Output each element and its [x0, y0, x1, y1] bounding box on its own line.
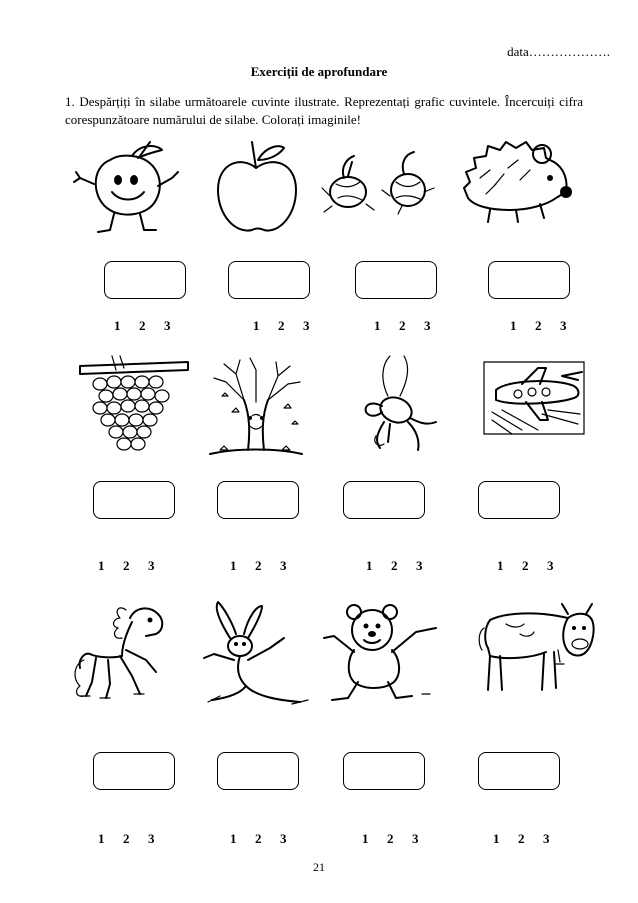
answer-box[interactable] [355, 261, 437, 299]
syllable-option[interactable]: 1 [114, 318, 121, 333]
syllable-option[interactable]: 3 [543, 831, 550, 846]
syllable-option[interactable]: 3 [416, 558, 423, 573]
syllable-option[interactable]: 2 [387, 831, 394, 846]
syllable-count-options [230, 558, 320, 574]
syllable-option[interactable]: 2 [123, 558, 130, 573]
answer-box[interactable] [343, 481, 425, 519]
answer-box[interactable] [93, 752, 175, 790]
syllable-option[interactable]: 3 [424, 318, 431, 333]
syllable-option[interactable]: 3 [164, 318, 171, 333]
syllable-option[interactable]: 2 [255, 831, 262, 846]
rabbit-icon [200, 598, 318, 712]
syllable-option[interactable]: 1 [366, 558, 373, 573]
syllable-option[interactable]: 2 [522, 558, 529, 573]
answer-box[interactable] [478, 752, 560, 790]
syllable-option[interactable]: 1 [374, 318, 381, 333]
syllable-option[interactable]: 2 [391, 558, 398, 573]
syllable-option[interactable]: 3 [280, 831, 287, 846]
answer-box[interactable] [217, 752, 299, 790]
syllable-option[interactable]: 1 [230, 558, 237, 573]
syllable-option[interactable]: 1 [98, 558, 105, 573]
answer-box[interactable] [343, 752, 425, 790]
syllable-option[interactable]: 2 [399, 318, 406, 333]
syllable-option[interactable]: 3 [560, 318, 567, 333]
exercise-instruction: 1. Despărțiți în silabe următoarele cuvinte ilustrate. Reprezentați grafic cuvintele. Încercuiți cifra corespunzătoare numărului de silabe. Colorați imaginile! [65, 94, 583, 127]
syllable-option[interactable]: 1 [510, 318, 517, 333]
syllable-count-options [497, 558, 587, 574]
hedgehog-icon [460, 138, 580, 228]
syllable-count-options [362, 831, 452, 847]
syllable-count-options [374, 318, 464, 334]
syllable-count-options [366, 558, 456, 574]
syllable-option[interactable]: 2 [255, 558, 262, 573]
syllable-option[interactable]: 2 [535, 318, 542, 333]
syllable-option[interactable]: 3 [280, 558, 287, 573]
syllable-option[interactable]: 1 [493, 831, 500, 846]
syllable-count-options [98, 831, 188, 847]
bear-icon [318, 598, 444, 710]
apple-icon [212, 138, 302, 238]
syllable-count-options [253, 318, 343, 334]
answer-box[interactable] [228, 261, 310, 299]
grapes-icon [76, 352, 194, 457]
syllable-option[interactable]: 2 [518, 831, 525, 846]
syllable-option[interactable]: 2 [123, 831, 130, 846]
syllable-option[interactable]: 3 [148, 558, 155, 573]
answer-box[interactable] [478, 481, 560, 519]
syllable-option[interactable]: 1 [362, 831, 369, 846]
syllable-option[interactable]: 1 [253, 318, 260, 333]
syllable-count-options [114, 318, 204, 334]
walnuts-icon [318, 148, 440, 218]
syllable-count-options [98, 558, 188, 574]
syllable-option[interactable]: 3 [303, 318, 310, 333]
smiling-peach-icon [70, 138, 190, 243]
answer-box[interactable] [488, 261, 570, 299]
syllable-option[interactable]: 3 [547, 558, 554, 573]
answer-box[interactable] [104, 261, 186, 299]
airplane-icon [482, 360, 586, 436]
syllable-count-options [510, 318, 600, 334]
answer-box[interactable] [93, 481, 175, 519]
date-line: data………………. [507, 44, 610, 59]
page-title: Exerciții de aprofundare [250, 64, 388, 79]
syllable-option[interactable]: 1 [230, 831, 237, 846]
syllable-option[interactable]: 2 [139, 318, 146, 333]
syllable-count-options [230, 831, 320, 847]
syllable-option[interactable]: 1 [98, 831, 105, 846]
syllable-count-options [493, 831, 583, 847]
crayfish-icon [360, 356, 442, 456]
syllable-option[interactable]: 3 [148, 831, 155, 846]
autumn-tree-icon [206, 352, 306, 464]
syllable-option[interactable]: 3 [412, 831, 419, 846]
syllable-option[interactable]: 2 [278, 318, 285, 333]
answer-box[interactable] [217, 481, 299, 519]
syllable-option[interactable]: 1 [497, 558, 504, 573]
horse-icon [70, 598, 170, 710]
page-number: 21 [313, 860, 325, 874]
cow-icon [476, 598, 600, 698]
